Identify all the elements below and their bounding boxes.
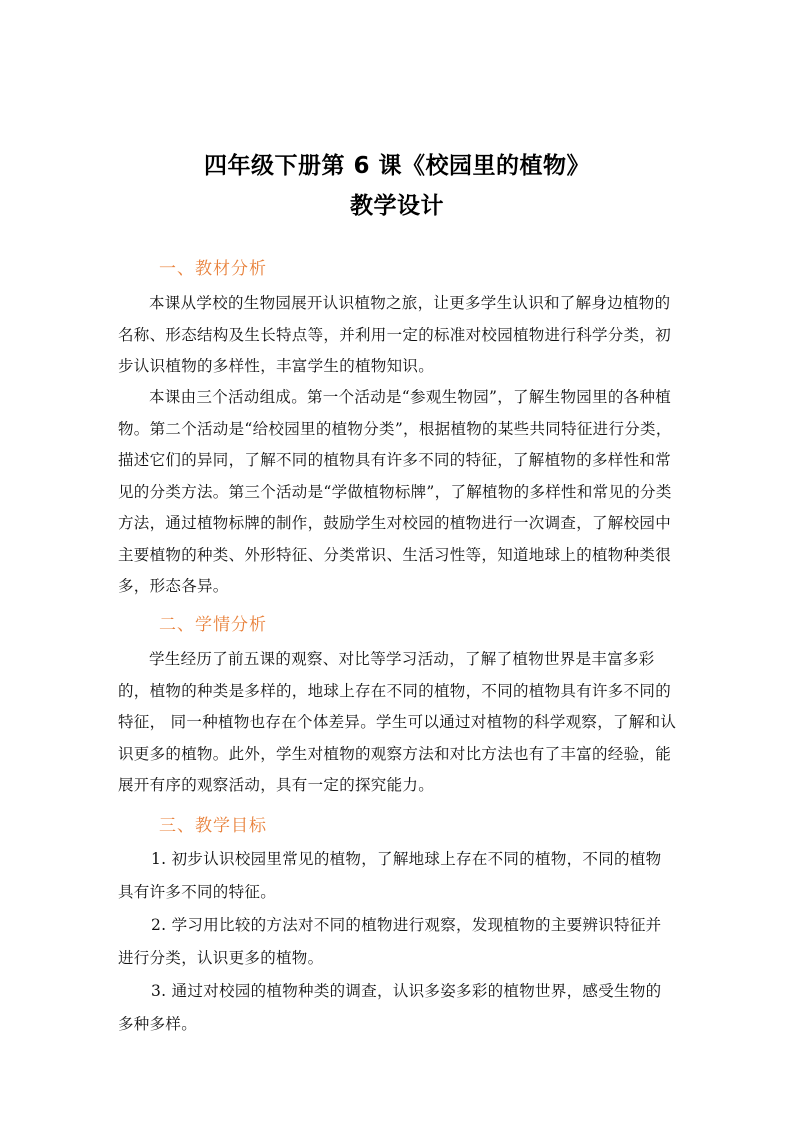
goal-item: 1. 初步认识校园里常见的植物，了解地球上存在不同的植物，不同的植物具有许多不同的特征。 (118, 850, 662, 901)
goal-item: 3. 通过对校园的植物种类的调查，认识多姿多彩的植物世界，感受生物的多种多样。 (118, 982, 662, 1033)
goal-item: 2. 学习用比较的方法对不同的植物进行观察，发现植物的主要辨识特征并进行分类，认识更多的植物。 (118, 916, 662, 967)
paragraph: 本课从学校的生物园展开认识植物之旅，让更多学生认识和了解身边植物的名称、形态结构及生长特点等，并利用一定的标准对校园植物进行科学分类，初步认识植物的多样性，丰富学生的植物知识。 (118, 294, 672, 375)
paragraph: 学生经历了前五课的观察、对比等学习活动，了解了植物世界是丰富多彩的，植物的种类是多样的，地球上存在不同的植物，不同的植物具有许多不同的特征， 同一种植物也存在个体差异。学生可以通过对植物的科学观察，了解和认识更多的植物。此外，学生对植物的观察方法和对比方法也有了丰富的经验，能展开有序的观察活动，具有一定的探究能力。 (118, 650, 677, 794)
paragraph: 本课由三个活动组成。第一个活动是“参观生物园”，了解生物园里的各种植物。第二个活动是“给校园里的植物分类”，根据植物的某些共同特征进行分类，描述它们的异同，了解不同的植物具有许多不同的特征，了解植物的多样性和常见的分类方法。第三个活动是“学做植物标牌”，了解植物的多样性和常见的分类方法，通过植物标牌的制作，鼓励学生对校园的植物进行一次调查，了解校园中主要植物的种类、外形特征、分类常识、生活习性等，知道地球上的植物种类很多，形态各异。 (118, 388, 672, 595)
section-heading-learner-analysis: 二、学情分析 (159, 615, 267, 635)
document-subtitle: 教学设计 (350, 193, 444, 219)
section-heading-material-analysis: 一、教材分析 (159, 259, 267, 279)
document-title: 四年级下册第 6 课《校园里的植物》 (203, 153, 591, 179)
section-heading-teaching-goals: 三、教学目标 (159, 816, 267, 836)
